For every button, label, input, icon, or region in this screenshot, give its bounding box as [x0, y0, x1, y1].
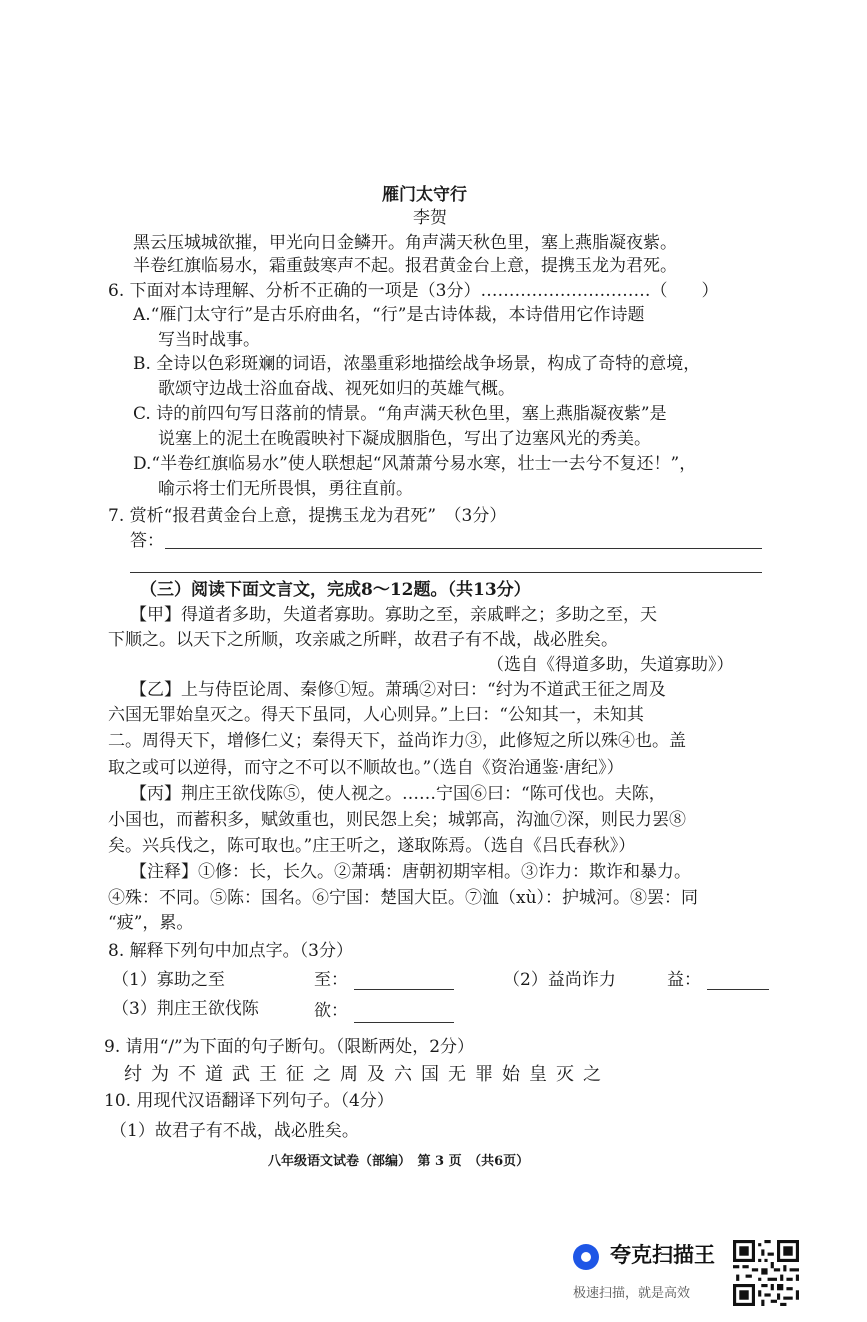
q8-item-3: （3）荆庄王欲伐陈: [112, 999, 259, 1019]
q6-option-a-line1: A.“雁门太守行”是古乐府曲名，“行”是古诗体裁，本诗借用它作诗题: [133, 305, 645, 325]
scanner-brand: 夸克扫描王: [610, 1243, 715, 1267]
q10-stem: 10. 用现代汉语翻译下列句子。（4分）: [104, 1091, 394, 1111]
q7-stem: 7. 赏析“报君黄金台上意，提携玉龙为君死” （3分）: [108, 506, 507, 526]
passage-jia-line1: 【甲】得道者多助，失道者寡助。寡助之至，亲戚畔之；多助之至，天: [130, 605, 657, 625]
notes-line1: 【注释】①修：长，长久。②萧瑀：唐朝初期宰相。③诈力：欺诈和暴力。: [130, 862, 691, 882]
poem-line-1: 黑云压城城欲摧，甲光向日金鳞开。角声满天秋色里，塞上燕脂凝夜紫。: [133, 233, 677, 253]
q8-item-1: （1）寡助之至: [112, 970, 225, 990]
q7-answer-label: 答：: [130, 531, 164, 551]
section3-heading: （三）阅读下面文言文，完成8～12题。（共13分）: [140, 580, 531, 600]
q6-option-b-line2: 歌颂守边战士浴血奋战、视死如归的英雄气概。: [158, 379, 515, 399]
passage-yi-line4: 取之或可以逆得，而守之不可以不顺故也。”（选自《资治通鉴·唐纪》）: [108, 758, 624, 778]
notes-line3: “疲”，累。: [108, 913, 194, 933]
q8-item-2: （2）益尚诈力: [503, 970, 616, 990]
passage-jia-source: （选自《得道多助，失道寡助》）: [487, 655, 734, 675]
qr-code-icon: [733, 1240, 799, 1306]
q6-option-c-line2: 说塞上的泥土在晚霞映衬下凝成胭脂色，写出了边塞风光的秀美。: [158, 429, 651, 449]
q6-option-d-line2: 喻示将士们无所畏惧，勇往直前。: [158, 479, 413, 499]
q8-item-2-answer-blank[interactable]: [707, 989, 769, 990]
q6-option-b-line1: B. 全诗以色彩斑斓的词语，浓墨重彩地描绘战争场景，构成了奇特的意境，: [133, 354, 701, 374]
passage-yi-line1: 【乙】上与侍臣论周、秦修①短。萧瑀②对曰：“纣为不道武王征之周及: [130, 680, 666, 700]
passage-bing-line1: 【丙】荆庄王欲伐陈⑤，使人视之。……宁国⑥曰：“陈可伐也。夫陈，: [130, 784, 666, 804]
q10-item-1: （1）故君子有不战，战必胜矣。: [110, 1121, 359, 1141]
passage-jia-line2: 下顺之。以天下之所顺，攻亲戚之所畔，故君子有不战，战必胜矣。: [108, 630, 618, 650]
scanner-logo-icon: [573, 1244, 599, 1270]
q8-item-3-label: 欲：: [314, 1001, 348, 1021]
poem-line-2: 半卷红旗临易水，霜重鼓寒声不起。报君黄金台上意，提携玉龙为君死。: [133, 256, 677, 276]
q6-option-c-line1: C. 诗的前四句写日落前的情景。“角声满天秋色里，塞上燕脂凝夜紫”是: [133, 404, 667, 424]
scanner-slogan: 极速扫描，就是高效: [573, 1286, 691, 1301]
q8-item-3-answer-blank[interactable]: [354, 1022, 454, 1023]
poem-author: 李贺: [413, 208, 447, 228]
q6-option-d-line1: D.“半卷红旗临易水”使人联想起“风萧萧兮易水寒，壮士一去兮不复还！”，: [133, 454, 697, 474]
q7-answer-line-1[interactable]: [165, 548, 762, 549]
passage-yi-line2: 六国无罪始皇灭之。得天下虽同，人心则异。”上曰：“公知其一，未知其: [108, 705, 644, 725]
passage-yi-line3: 二。周得天下，增修仁义；秦得天下，益尚诈力③，此修短之所以殊④也。盖: [108, 731, 686, 751]
q8-item-1-label: 至：: [314, 970, 348, 990]
q7-answer-line-2[interactable]: [130, 572, 762, 573]
q8-item-2-label: 益：: [667, 970, 701, 990]
q8-item-1-answer-blank[interactable]: [354, 989, 454, 990]
passage-bing-line2: 小国也，而蓄积多，赋敛重也，则民怨上矣；城郭高，沟洫⑦深，则民力罢⑧: [108, 810, 686, 830]
passage-bing-line3: 矣。兴兵伐之，陈可取也。”庄王听之，遂取陈焉。（选自《吕氏春秋》）: [108, 836, 636, 856]
q6-option-a-line2: 写当时战事。: [158, 330, 260, 350]
q8-stem: 8. 解释下列句中加点字。（3分）: [108, 941, 353, 961]
q9-sentence: 纣为不道武王征之周及六国无罪始皇灭之: [124, 1064, 610, 1085]
poem-title: 雁门太守行: [382, 185, 467, 205]
q9-stem: 9. 请用“/”为下面的句子断句。（限断两处，2分）: [104, 1037, 475, 1057]
q6-stem: 6. 下面对本诗理解、分析不正确的一项是（3分）…………………………（ ）: [108, 281, 719, 301]
page-footer: 八年级语文试卷（部编） 第 3 页 （共6页）: [268, 1154, 530, 1169]
notes-line2: ④殊：不同。⑤陈：国名。⑥宁国：楚国大臣。⑦洫（xù）：护城河。⑧罢：同: [108, 888, 699, 908]
